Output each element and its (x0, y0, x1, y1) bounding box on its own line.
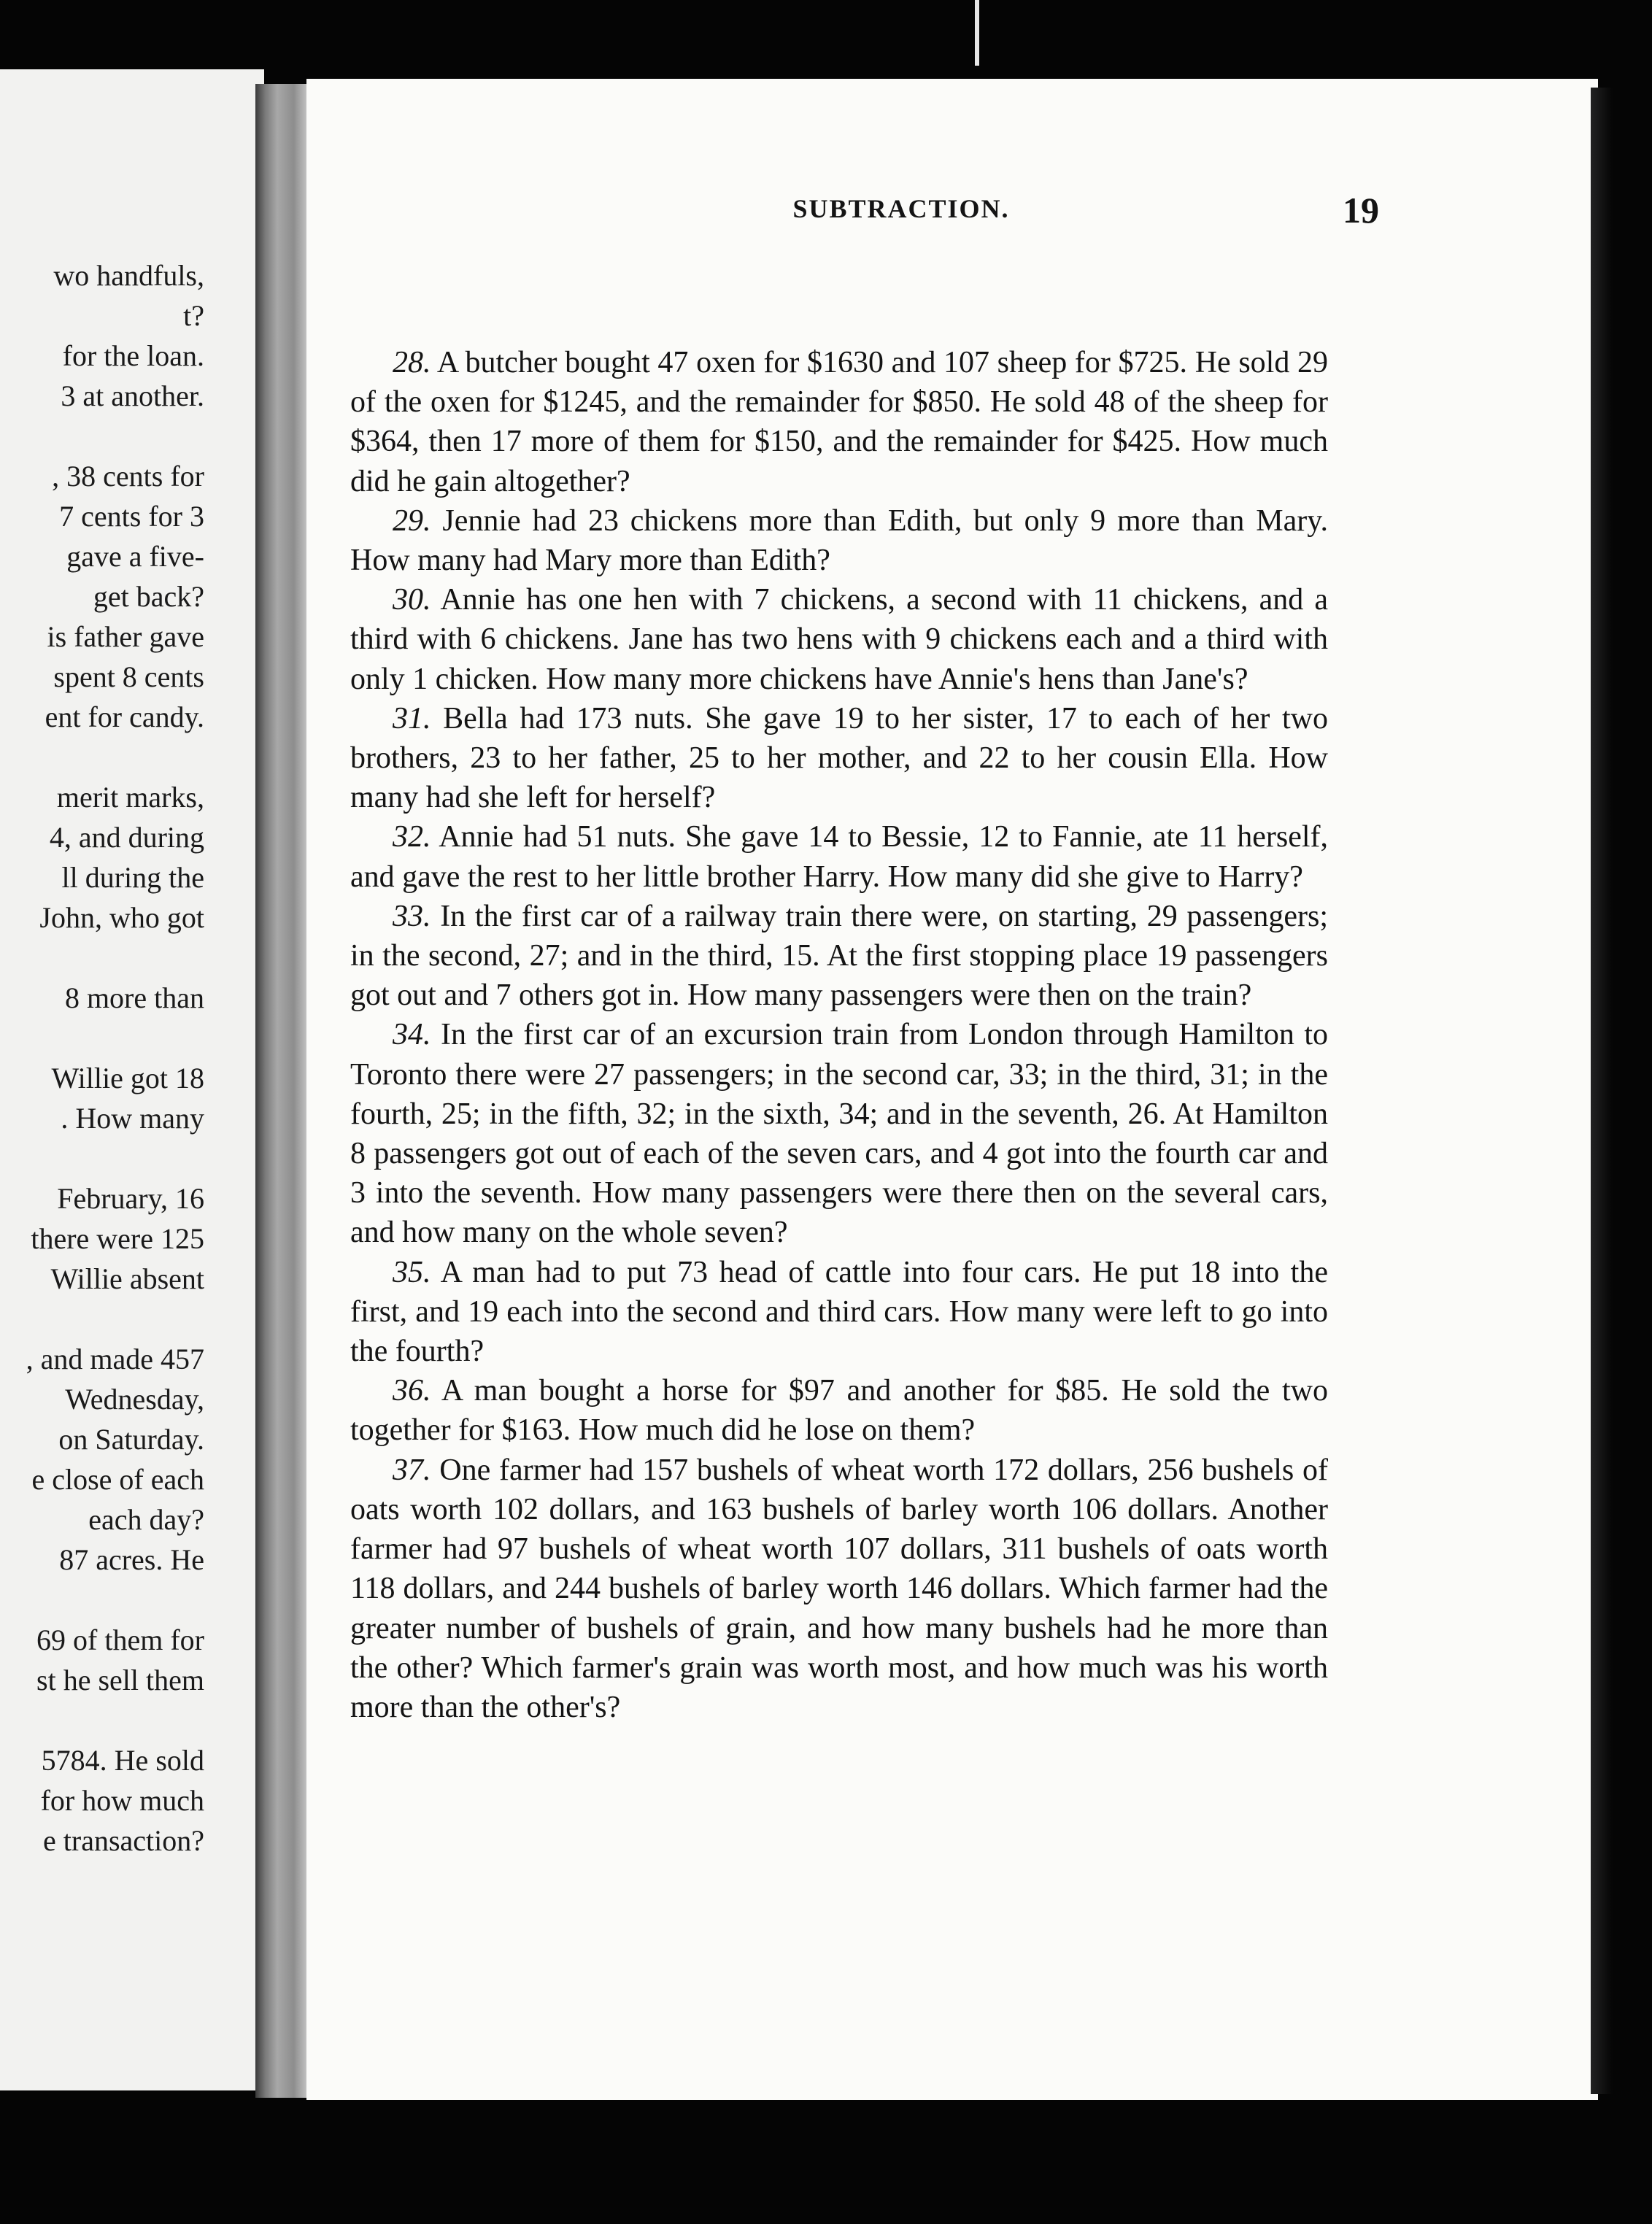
problem-list (350, 343, 1328, 1727)
problem-number: 35. (393, 1255, 431, 1289)
previous-page-line: Willie absent (50, 1262, 204, 1295)
previous-page-line: ent for candy. (45, 700, 204, 733)
previous-page-line: , 38 cents for (52, 460, 204, 493)
problem-text: One farmer had 157 bushels of wheat worth 172 dollars, 256 bushels of oats worth 102 dollars, and 163 bushels of barley worth 106 dollars. Another farmer had 97 bushels of wheat worth 107 dollars, 311 bushels of oats worth 118 dollars, and 244 bushels of barley worth 146 dollars. Which farmer had the greater number of bushels of grain, and how many bushels had he more than the other? Which farmer's grain was worth most, and how much was his worth more than the other's? (350, 1453, 1329, 1724)
previous-page-line: merit marks, (56, 781, 204, 814)
problem-text: Annie has one hen with 7 chickens, a second with 11 chickens, and a third with 6 chickens. Jane has two hens with 9 chickens each and a third with only 1 chicken. How many more chickens have Annie's hens than Jane's? (350, 583, 1328, 696)
problem-number: 28. (393, 346, 431, 379)
page-header (423, 190, 1379, 237)
previous-page-line: . How many (61, 1102, 204, 1135)
book-gutter (255, 84, 310, 2098)
previous-page-line: , and made 457 (26, 1343, 204, 1375)
previous-page-line: Willie got 18 (51, 1062, 204, 1094)
previous-page-line: get back? (93, 580, 204, 613)
problem-number: 31. (393, 701, 431, 735)
previous-page-line: for how much (40, 1784, 204, 1817)
previous-page-line: each day? (88, 1503, 204, 1536)
problem-31 (350, 699, 1328, 818)
previous-page-line: ll during the (61, 861, 204, 894)
problem-32 (350, 817, 1328, 896)
problem-number: 34. (393, 1018, 431, 1052)
problem-34 (350, 1015, 1328, 1252)
problem-text: A butcher bought 47 oxen for $1630 and 107 sheep for $725. He sold 29 of the oxen for $1245, and the remainder for $850. He sold 48 of the sheep for $364, then 17 more of them for $150, and the remainder for $425. How much did he gain altogether? (350, 346, 1328, 498)
previous-page-line: 5784. He sold (41, 1744, 204, 1777)
previous-page-line: 87 acres. He (59, 1543, 204, 1576)
problem-number: 33. (393, 899, 431, 933)
previous-page-line: st he sell them (36, 1664, 204, 1696)
problem-text: A man bought a horse for $97 and another for $85. He sold the two together for $163. How much did he lose on them? (350, 1374, 1329, 1448)
previous-page-line: for the loan. (62, 339, 204, 372)
problem-30 (350, 580, 1328, 699)
previous-page-line: 8 more than (64, 981, 204, 1014)
problem-number: 32. (393, 820, 431, 854)
problem-29 (350, 501, 1328, 580)
problem-number: 36. (393, 1374, 431, 1408)
problem-36 (350, 1371, 1328, 1450)
previous-page-fragment (0, 69, 264, 2090)
page-edge-shadow (1591, 88, 1613, 2094)
previous-page-line: 3 at another. (61, 379, 204, 412)
previous-page-line: 7 cents for 3 (59, 500, 204, 533)
problem-text: In the first car of an excursion train from London through Hamilton to Toronto there were 27 passengers; in the second car, 33; in the third, 31; in the fourth, 25; in the fifth, 32; in the sixth, 34; and in the seventh, 26. At Hamilton 8 passengers got out of each of the seven cars, and 4 got into the fourth car and 3 into the seventh. How many passengers were there then on the several cars, and how many on the whole seven? (350, 1018, 1329, 1250)
previous-page-line: 4, and during (49, 821, 204, 854)
previous-page-line: is father gave (47, 620, 204, 653)
page-number: 19 (1343, 190, 1379, 231)
previous-page-line: John, who got (39, 901, 204, 934)
problem-text: Bella had 173 nuts. She gave 19 to her sister, 17 to each of her two brothers, 23 to her father, 25 to her mother, and 22 to her cousin Ella. How many had she left for herself? (350, 701, 1328, 815)
scan-mark (975, 0, 979, 66)
problem-text: A man had to put 73 head of cattle into four cars. He put 18 into the first, and 19 each into the second and third cars. How many were left to go into the fourth? (350, 1255, 1328, 1369)
problem-28 (350, 343, 1328, 501)
previous-page-line: February, 16 (57, 1182, 204, 1215)
previous-page-line: t? (183, 299, 204, 332)
previous-page-line: wo handfuls, (53, 259, 204, 292)
problem-33 (350, 897, 1328, 1016)
problem-text: In the first car of a railway train there were, on starting, 29 passengers; in the second, 27; and in the third, 15. At the first stopping place 19 passengers got out and 7 others got in. How many passengers were then on the train? (350, 899, 1328, 1013)
problem-37 (350, 1451, 1328, 1727)
previous-page-line: Wednesday, (65, 1383, 204, 1416)
previous-page-line: spent 8 cents (53, 660, 204, 693)
problem-number: 37. (393, 1453, 431, 1487)
running-head: SUBTRACTION. (792, 194, 1010, 223)
previous-page-line: e transaction? (43, 1824, 204, 1857)
problem-35 (350, 1253, 1328, 1372)
previous-page-line: 69 of them for (36, 1623, 204, 1656)
previous-page-line: on Saturday. (58, 1423, 204, 1456)
problem-text: Jennie had 23 chickens more than Edith, but only 9 more than Mary. How many had Mary more than Edith? (350, 503, 1329, 578)
problem-number: 29. (393, 503, 431, 538)
previous-page-line: there were 125 (31, 1222, 204, 1255)
previous-page-text (0, 69, 264, 2090)
problem-text: Annie had 51 nuts. She gave 14 to Bessie, 12 to Fannie, ate 11 herself, and gave the rest to her little brother Harry. How many did she give to Harry? (350, 820, 1328, 894)
previous-page-line: e close of each (31, 1463, 204, 1496)
problem-number: 30. (393, 583, 431, 617)
previous-page-line: gave a five- (66, 540, 204, 573)
